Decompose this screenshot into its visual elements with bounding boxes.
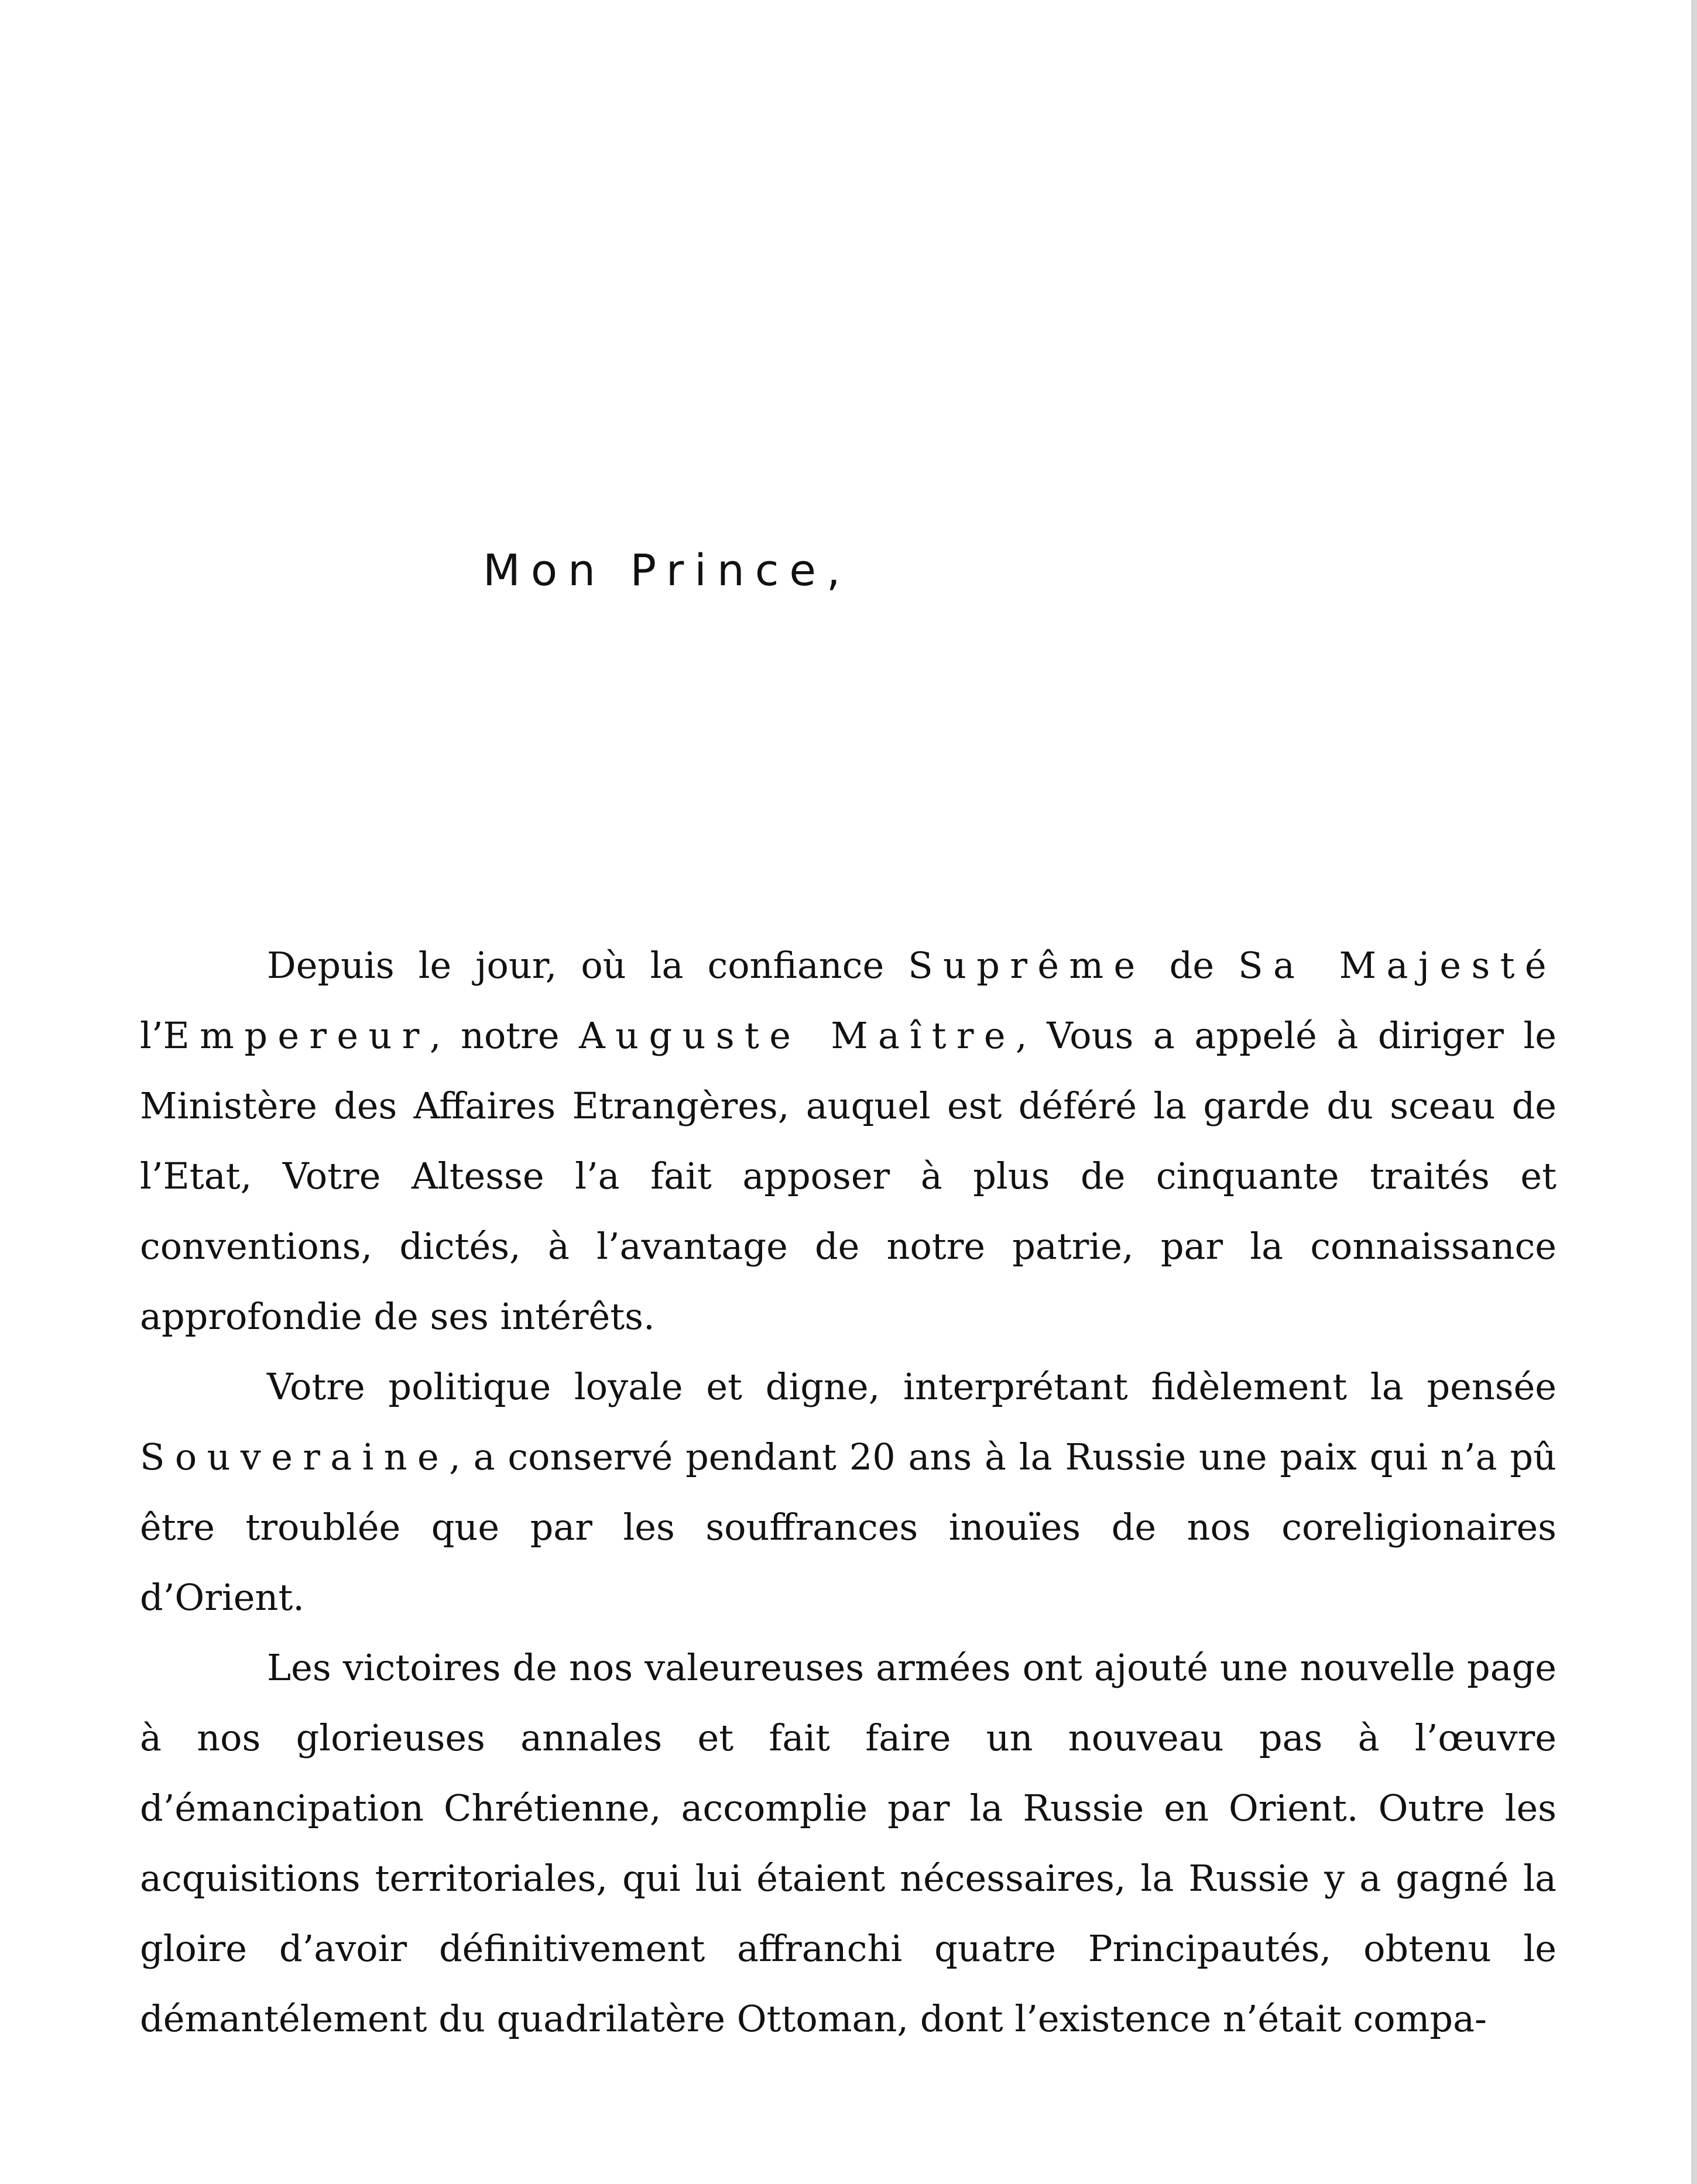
spaced-text-run: Souveraine (140, 1436, 450, 1478)
letter-body (140, 930, 1557, 2054)
paragraph-2 (140, 1352, 1557, 1633)
spaced-text-run: Empereur (163, 1014, 430, 1057)
text-run: , a conservé pendant 20 ans à la Russie une paix qui n’a pû être troublée que par les souffrances inouïes de nos coreligionaires d’Orient. (140, 1436, 1557, 1619)
text-run: l’ (140, 1014, 163, 1057)
spaced-text-run: Sa Majesté (1238, 944, 1557, 987)
text-run: Les victoires de nos valeureuses armées ont ajouté une nouvelle page à nos glorieuses annales et fait faire un nouveau pas à l’œuvre d’émancipation Chrétienne, accomplie par la Russie en Orient. Outre les acquisitions territoriales, qui lui étaient nécessaires, la Russie y a gagné la gloire d’avoir définitivement affranchi quatre Principautés, obtenu le démantélement du quadrilatère Ottoman, dont l’existence n’était compa- (140, 1646, 1557, 2040)
text-run: , notre (429, 1014, 580, 1057)
paragraph-3 (140, 1633, 1557, 2054)
text-run: Depuis le jour, où la confiance (267, 944, 909, 987)
spaced-text-run: Auguste Maître (579, 1014, 1016, 1057)
text-run: de (1145, 944, 1239, 987)
text-run: Votre politique loyale et digne, interprétant fidèlement la pensée (267, 1365, 1557, 1408)
salutation: Mon Prince, (483, 545, 851, 596)
spaced-text-run: Suprême (908, 944, 1146, 987)
text-run: , Vous a appelé à diriger le Ministère des Affaires Etrangères, auquel est déféré la garde du sceau de l’Etat, Votre Altesse l’a fait apposer à plus de cinquante traités et conventions, dictés, à l’avantage de notre patrie, par la connaissance approfondie de ses intérêts. (140, 1014, 1557, 1338)
paragraph-1 (140, 930, 1557, 1352)
page-edge (1691, 0, 1697, 2184)
